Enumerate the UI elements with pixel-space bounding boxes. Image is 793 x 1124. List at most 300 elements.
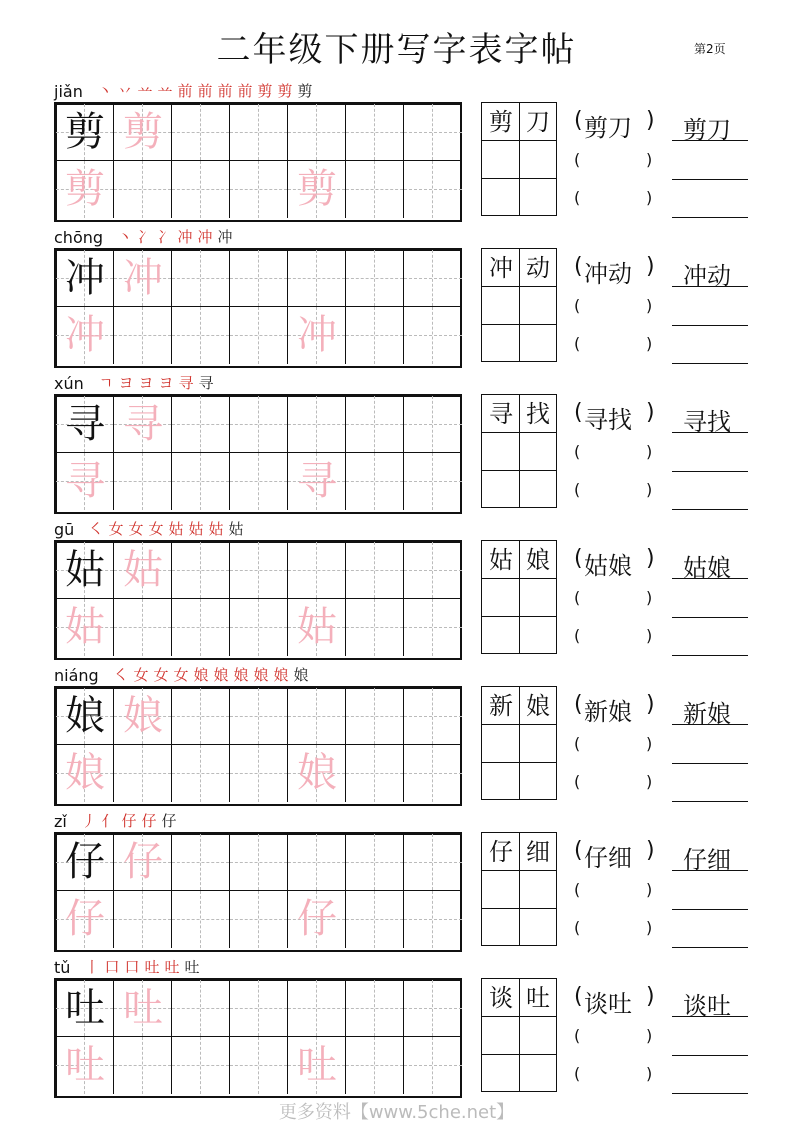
grid-cell[interactable] (114, 745, 172, 802)
word-cell[interactable] (519, 287, 557, 325)
word-cell[interactable] (519, 1054, 557, 1092)
word-cell[interactable] (519, 833, 557, 871)
answer-line[interactable] (672, 140, 748, 141)
grid-cell[interactable] (404, 834, 462, 891)
word-cell[interactable] (482, 541, 520, 579)
model-character: 姑 (65, 547, 105, 593)
char-block (0, 520, 793, 666)
word-in-parens: 姑娘 (584, 552, 632, 580)
grid-cell[interactable] (56, 104, 114, 161)
grid-cell[interactable] (56, 1037, 114, 1094)
grid-cell[interactable] (288, 891, 346, 948)
stroke-step: 娘 (253, 666, 269, 684)
word-cell[interactable] (482, 833, 520, 871)
paren-close: ) (646, 188, 653, 207)
answer-line[interactable] (672, 363, 748, 364)
grid-cell[interactable] (56, 453, 114, 510)
stroke-step: 女 (173, 666, 189, 684)
word-character: 姑 (489, 546, 513, 574)
word-cell[interactable] (482, 1054, 520, 1092)
stroke-step: 前 (177, 82, 193, 100)
grid-cell[interactable] (114, 834, 172, 891)
paren-close: ) (646, 108, 655, 133)
grid-cell[interactable] (114, 688, 172, 745)
paren-close: ) (646, 150, 653, 169)
grid-cell[interactable] (404, 161, 462, 218)
word-cell[interactable] (519, 541, 557, 579)
writing-grid (54, 686, 462, 806)
word-cell[interactable] (519, 616, 557, 654)
char-block (0, 812, 793, 958)
grid-cell[interactable] (56, 599, 114, 656)
grid-cell[interactable] (346, 688, 404, 745)
grid-cell[interactable] (230, 980, 288, 1037)
paren-close: ) (646, 254, 655, 279)
word-cell[interactable] (482, 433, 520, 471)
stroke-step: 丶 (97, 82, 113, 100)
stroke-step: 丶 (117, 228, 133, 246)
char-block (0, 228, 793, 374)
stroke-order (86, 518, 246, 539)
answer-word: 新娘 (683, 700, 731, 728)
footer-watermark: 更多资料【www.5che.net】 (278, 1102, 515, 1123)
grid-cell[interactable] (56, 307, 114, 364)
word-character: 动 (526, 254, 550, 282)
trace-character: 吐 (65, 1042, 105, 1088)
grid-cell[interactable] (230, 745, 288, 802)
model-character: 寻 (65, 401, 105, 447)
word-character: 娘 (526, 692, 550, 720)
stroke-step: 娘 (293, 666, 309, 684)
word-cell[interactable] (482, 178, 520, 216)
grid-cell[interactable] (404, 104, 462, 161)
stroke-step: 冲 (217, 228, 233, 246)
word-cell[interactable] (519, 687, 557, 725)
stroke-step: 女 (153, 666, 169, 684)
grid-cell[interactable] (288, 104, 346, 161)
trace-character: 寻 (297, 458, 337, 504)
grid-cell[interactable] (172, 104, 230, 161)
word-cell[interactable] (482, 287, 520, 325)
trace-character: 姑 (123, 547, 163, 593)
grid-cell[interactable] (230, 161, 288, 218)
grid-cell[interactable] (404, 688, 462, 745)
word-in-parens: 冲动 (584, 260, 632, 288)
paren-close: ) (646, 400, 655, 425)
answer-line[interactable] (672, 763, 748, 764)
paren-close: ) (646, 442, 653, 461)
word-cell[interactable] (482, 762, 520, 800)
grid-cell[interactable] (346, 453, 404, 510)
paren-open: ( (574, 254, 583, 279)
answer-line[interactable] (672, 325, 748, 326)
word-cell[interactable] (482, 725, 520, 763)
word-cell[interactable] (519, 324, 557, 362)
paren-open: ( (574, 188, 581, 207)
pinyin-label: gū (54, 520, 75, 539)
stroke-step: 寻 (178, 374, 194, 392)
paren-open: ( (574, 588, 581, 607)
page-title: 二年级下册写字表字帖 (216, 30, 577, 70)
grid-cell[interactable] (346, 834, 404, 891)
paren-open: ( (574, 984, 583, 1009)
char-block (0, 374, 793, 520)
trace-character: 冲 (123, 255, 163, 301)
stroke-step: 姑 (208, 520, 224, 538)
answer-line[interactable] (672, 947, 748, 948)
trace-character: 娘 (123, 693, 163, 739)
trace-character: 娘 (65, 750, 105, 796)
grid-cell[interactable] (114, 396, 172, 453)
grid-cell[interactable] (172, 250, 230, 307)
grid-cell[interactable] (288, 1037, 346, 1094)
answer-line[interactable] (672, 432, 748, 433)
paren-close: ) (646, 1026, 653, 1045)
grid-cell[interactable] (230, 891, 288, 948)
grid-cell[interactable] (288, 834, 346, 891)
stroke-order (115, 226, 235, 247)
grid-cell[interactable] (346, 891, 404, 948)
paren-open: ( (574, 296, 581, 315)
grid-cell[interactable] (346, 1037, 404, 1094)
grid-cell[interactable] (288, 396, 346, 453)
stroke-step: 前 (197, 82, 213, 100)
stroke-step: ヨ (158, 374, 174, 392)
writing-grid (54, 978, 462, 1098)
grid-cell[interactable] (346, 250, 404, 307)
grid-cell[interactable] (172, 688, 230, 745)
grid-cell[interactable] (404, 453, 462, 510)
pinyin-label: jiǎn (54, 82, 83, 101)
word-character: 谈 (489, 984, 513, 1012)
word-in-parens: 谈吐 (584, 990, 632, 1018)
paren-open: ( (574, 1064, 581, 1083)
grid-cell[interactable] (288, 542, 346, 599)
answer-word: 谈吐 (683, 992, 731, 1020)
grid-cell[interactable] (114, 891, 172, 948)
word-character: 细 (526, 838, 550, 866)
grid-cell[interactable] (404, 250, 462, 307)
grid-cell[interactable] (172, 891, 230, 948)
grid-cell[interactable] (288, 250, 346, 307)
answer-line[interactable] (672, 217, 748, 218)
grid-cell[interactable] (288, 688, 346, 745)
word-cell[interactable] (482, 579, 520, 617)
grid-cell[interactable] (230, 834, 288, 891)
paren-open: ( (574, 772, 581, 791)
char-block (0, 82, 793, 228)
pinyin-label: tǔ (54, 958, 71, 977)
word-cell[interactable] (482, 871, 520, 909)
writing-grid (54, 102, 462, 222)
word-grid (481, 394, 557, 508)
trace-character: 剪 (297, 166, 337, 212)
grid-cell[interactable] (114, 161, 172, 218)
paren-close: ) (646, 334, 653, 353)
grid-cell[interactable] (230, 104, 288, 161)
paren-close: ) (646, 984, 655, 1009)
word-cell[interactable] (519, 103, 557, 141)
paren-open: ( (574, 918, 581, 937)
stroke-step: 冲 (197, 228, 213, 246)
stroke-order (111, 664, 311, 685)
grid-cell[interactable] (172, 980, 230, 1037)
grid-cell[interactable] (56, 891, 114, 948)
word-in-parens: 仔细 (584, 844, 632, 872)
grid-cell[interactable] (114, 250, 172, 307)
grid-cell[interactable] (172, 307, 230, 364)
grid-cell[interactable] (172, 542, 230, 599)
answer-line[interactable] (672, 1055, 748, 1056)
grid-cell[interactable] (114, 980, 172, 1037)
grid-cell[interactable] (56, 980, 114, 1037)
paren-open: ( (574, 734, 581, 753)
stroke-step: 口 (104, 958, 120, 976)
word-cell[interactable] (519, 178, 557, 216)
answer-line[interactable] (672, 870, 748, 871)
grid-cell[interactable] (172, 834, 230, 891)
word-cell[interactable] (482, 324, 520, 362)
stroke-step: 前 (217, 82, 233, 100)
paren-close: ) (646, 588, 653, 607)
writing-grid (54, 540, 462, 660)
grid-cell[interactable] (56, 542, 114, 599)
paren-close: ) (646, 734, 653, 753)
model-character: 娘 (65, 693, 105, 739)
word-cell[interactable] (482, 908, 520, 946)
trace-character: 冲 (297, 312, 337, 358)
word-cell[interactable] (482, 249, 520, 287)
paren-open: ( (574, 442, 581, 461)
grid-cell[interactable] (288, 307, 346, 364)
page-number: 第2页 (694, 42, 726, 56)
grid-cell[interactable] (288, 745, 346, 802)
word-cell[interactable] (519, 470, 557, 508)
answer-line[interactable] (672, 286, 748, 287)
trace-character: 剪 (65, 166, 105, 212)
answer-line[interactable] (672, 909, 748, 910)
stroke-step: 䒑 (137, 82, 153, 100)
stroke-step: 女 (108, 520, 124, 538)
answer-line[interactable] (672, 179, 748, 180)
word-cell[interactable] (482, 141, 520, 179)
grid-cell[interactable] (346, 104, 404, 161)
stroke-step: 寻 (198, 374, 214, 392)
grid-cell[interactable] (346, 396, 404, 453)
stroke-step: 冲 (177, 228, 193, 246)
word-grid (481, 978, 557, 1092)
answer-word: 冲动 (683, 262, 731, 290)
grid-cell[interactable] (230, 250, 288, 307)
paren-open: ( (574, 546, 583, 571)
answer-line[interactable] (672, 578, 748, 579)
paren-close: ) (646, 880, 653, 899)
grid-cell[interactable] (172, 599, 230, 656)
paren-close: ) (646, 692, 655, 717)
grid-cell[interactable] (230, 542, 288, 599)
word-cell[interactable] (482, 687, 520, 725)
trace-character: 剪 (123, 109, 163, 155)
grid-cell[interactable] (288, 599, 346, 656)
stroke-step: 娘 (273, 666, 289, 684)
word-cell[interactable] (519, 433, 557, 471)
grid-cell[interactable] (56, 834, 114, 891)
answer-line[interactable] (672, 617, 748, 618)
grid-cell[interactable] (230, 599, 288, 656)
word-cell[interactable] (482, 103, 520, 141)
answer-line[interactable] (672, 509, 748, 510)
grid-cell[interactable] (114, 1037, 172, 1094)
trace-character: 冲 (65, 312, 105, 358)
grid-cell[interactable] (404, 396, 462, 453)
trace-character: 娘 (297, 750, 337, 796)
word-cell[interactable] (519, 979, 557, 1017)
stroke-step: 吐 (144, 958, 160, 976)
word-cell[interactable] (519, 871, 557, 909)
grid-cell[interactable] (230, 396, 288, 453)
word-grid (481, 102, 557, 216)
stroke-order (95, 80, 315, 101)
grid-cell[interactable] (288, 453, 346, 510)
word-character: 刀 (526, 108, 550, 136)
word-cell[interactable] (482, 979, 520, 1017)
grid-cell[interactable] (230, 688, 288, 745)
word-cell[interactable] (519, 908, 557, 946)
paren-open: ( (574, 838, 583, 863)
grid-cell[interactable] (230, 1037, 288, 1094)
word-in-parens: 剪刀 (584, 114, 632, 142)
stroke-step: ㇛ (88, 520, 104, 538)
grid-cell[interactable] (346, 599, 404, 656)
word-cell[interactable] (519, 249, 557, 287)
grid-cell[interactable] (114, 104, 172, 161)
word-grid (481, 540, 557, 654)
stroke-step: 剪 (257, 82, 273, 100)
pinyin-label: chōng (54, 228, 104, 247)
grid-cell[interactable] (56, 745, 114, 802)
grid-cell[interactable] (288, 980, 346, 1037)
stroke-step: ヨ (118, 374, 134, 392)
grid-cell[interactable] (404, 980, 462, 1037)
grid-cell[interactable] (404, 745, 462, 802)
answer-word: 姑娘 (683, 554, 731, 582)
word-in-parens: 新娘 (584, 698, 632, 726)
trace-character: 吐 (123, 985, 163, 1031)
word-cell[interactable] (482, 1017, 520, 1055)
word-cell[interactable] (482, 395, 520, 433)
paren-close: ) (646, 838, 655, 863)
pinyin-label: xún (54, 374, 84, 393)
stroke-step: 丨 (84, 958, 100, 976)
answer-word: 剪刀 (683, 116, 731, 144)
word-character: 仔 (489, 838, 513, 866)
answer-line[interactable] (672, 801, 748, 802)
grid-cell[interactable] (56, 250, 114, 307)
stroke-step: 女 (148, 520, 164, 538)
grid-cell[interactable] (56, 688, 114, 745)
answer-line[interactable] (672, 1016, 748, 1017)
word-character: 剪 (489, 108, 513, 136)
trace-character: 姑 (65, 604, 105, 650)
word-cell[interactable] (519, 762, 557, 800)
grid-cell[interactable] (56, 396, 114, 453)
grid-cell[interactable] (114, 307, 172, 364)
answer-line[interactable] (672, 471, 748, 472)
answer-line[interactable] (672, 724, 748, 725)
paren-open: ( (574, 334, 581, 353)
trace-character: 姑 (297, 604, 337, 650)
char-block (0, 958, 793, 1104)
grid-cell[interactable] (346, 980, 404, 1037)
paren-open: ( (574, 880, 581, 899)
model-character: 仔 (65, 839, 105, 885)
paren-close: ) (646, 1064, 653, 1083)
grid-cell[interactable] (114, 542, 172, 599)
word-cell[interactable] (482, 616, 520, 654)
word-cell[interactable] (519, 141, 557, 179)
stroke-step: 前 (237, 82, 253, 100)
trace-character: 寻 (65, 458, 105, 504)
grid-cell[interactable] (346, 161, 404, 218)
word-cell[interactable] (519, 579, 557, 617)
stroke-step: 仔 (161, 812, 177, 830)
grid-cell[interactable] (230, 307, 288, 364)
grid-cell[interactable] (172, 453, 230, 510)
grid-cell[interactable] (404, 1037, 462, 1094)
stroke-step: 吐 (184, 958, 200, 976)
grid-cell[interactable] (346, 307, 404, 364)
grid-cell[interactable] (114, 453, 172, 510)
grid-cell[interactable] (346, 745, 404, 802)
answer-line[interactable] (672, 655, 748, 656)
grid-cell[interactable] (404, 891, 462, 948)
grid-cell[interactable] (346, 542, 404, 599)
grid-cell[interactable] (404, 307, 462, 364)
paren-open: ( (574, 108, 583, 133)
stroke-step: 丷 (117, 82, 133, 100)
grid-cell[interactable] (288, 161, 346, 218)
word-cell[interactable] (519, 1017, 557, 1055)
grid-cell[interactable] (114, 599, 172, 656)
grid-cell[interactable] (56, 161, 114, 218)
paren-open: ( (574, 626, 581, 645)
grid-cell[interactable] (172, 396, 230, 453)
word-in-parens: 寻找 (584, 406, 632, 434)
grid-cell[interactable] (172, 161, 230, 218)
grid-cell[interactable] (230, 453, 288, 510)
stroke-step: 吐 (164, 958, 180, 976)
word-grid (481, 686, 557, 800)
stroke-step: 女 (128, 520, 144, 538)
grid-cell[interactable] (172, 1037, 230, 1094)
paren-close: ) (646, 296, 653, 315)
paren-close: ) (646, 626, 653, 645)
writing-grid (54, 394, 462, 514)
word-cell[interactable] (482, 470, 520, 508)
stroke-step: ㇛ (113, 666, 129, 684)
grid-cell[interactable] (172, 745, 230, 802)
stroke-step: 娘 (193, 666, 209, 684)
answer-line[interactable] (672, 1093, 748, 1094)
word-cell[interactable] (519, 725, 557, 763)
grid-cell[interactable] (404, 599, 462, 656)
paren-close: ) (646, 772, 653, 791)
trace-character: 仔 (123, 839, 163, 885)
stroke-step: 姑 (168, 520, 184, 538)
grid-cell[interactable] (404, 542, 462, 599)
word-cell[interactable] (519, 395, 557, 433)
stroke-step: ヨ (138, 374, 154, 392)
